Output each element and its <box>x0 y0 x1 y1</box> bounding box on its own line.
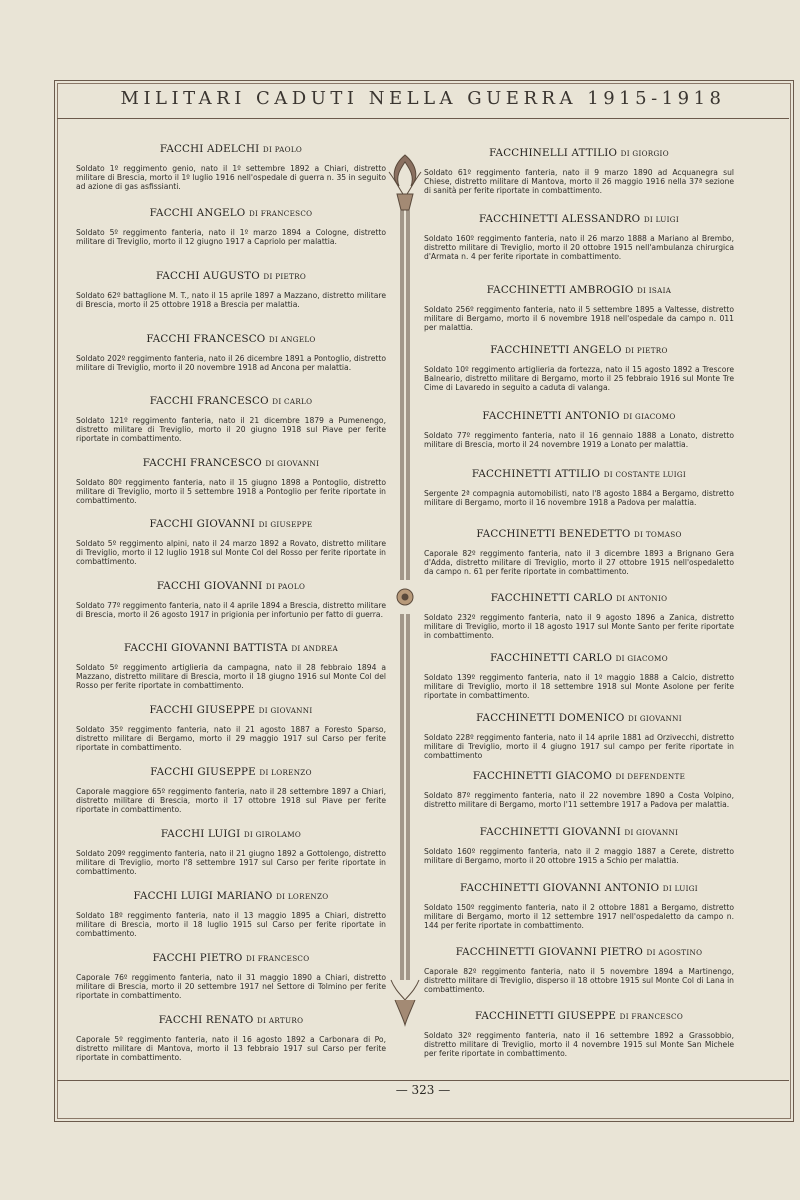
soldier-surname: FACCHINELLI ATTILIO <box>489 147 618 159</box>
service-record-text: Caporale 5º reggimento fanteria, nato il 16 agosto 1892 a Carbonara di Po, distretto militare di Mantova, morto il 13 febbraio 1917 sul Carso per ferite riportate in combattimento. <box>76 1035 386 1062</box>
soldier-name <box>424 770 734 783</box>
obituary-entry <box>424 652 734 700</box>
obituary-entry <box>76 333 386 372</box>
obituary-entry <box>76 518 386 566</box>
service-record-text: Caporale 76º reggimento fanteria, nato il 31 maggio 1890 a Chiari, distretto militare di Brescia, morto il 20 settembre 1917 nel Settore di Tolmino per ferite riportate in combattimento. <box>76 973 386 1000</box>
father-name: DI COSTANTE LUIGI <box>603 470 687 479</box>
soldier-surname: FACCHINETTI GIACOMO <box>472 770 612 782</box>
soldier-surname: FACCHINETTI GIOVANNI PIETRO <box>455 946 644 958</box>
soldier-surname: FACCHI GIOVANNI BATTISTA <box>123 642 288 654</box>
father-name: DI GIACOMO <box>615 654 668 663</box>
service-record-text: Soldato 5º reggimento artiglieria da campagna, nato il 28 febbraio 1894 a Mazzano, distretto militare di Brescia, morto il 18 giugno 1916 sul Monte Col del Rosso per ferite riportate in combattimento. <box>76 663 386 690</box>
father-name: DI LORENZO <box>276 892 329 901</box>
obituary-entry <box>76 766 386 814</box>
soldier-surname: FACCHI GIUSEPPE <box>150 766 256 778</box>
father-name: DI FRANCESCO <box>245 954 310 963</box>
obituary-entry <box>424 344 734 392</box>
obituary-entry <box>76 457 386 505</box>
obituary-entry <box>424 213 734 261</box>
soldier-surname: FACCHI FRANCESCO <box>142 457 262 469</box>
father-name: DI ARTURO <box>257 1016 304 1025</box>
father-name: DI ISAIA <box>636 286 672 295</box>
service-record-text: Soldato 77º reggimento fanteria, nato il 4 aprile 1894 a Brescia, distretto militare di Brescia, morto il 26 agosto 1917 in prigionia per infortunio per fatto di guerra. <box>76 601 386 619</box>
father-name: DI FRANCESCO <box>248 209 313 218</box>
soldier-surname: FACCHINETTI DOMENICO <box>476 712 625 724</box>
soldier-surname: FACCHINETTI CARLO <box>490 652 613 664</box>
soldier-surname: FACCHI AUGUSTO <box>155 270 260 282</box>
service-record-text: Sergente 2ª compagnia automobilisti, nato l'8 agosto 1884 a Bergamo, distretto militare di Bergamo, morto il 16 novembre 1918 a Padova per malattia. <box>424 489 734 507</box>
footer-rule <box>57 1080 789 1081</box>
father-name: DI GIOVANNI <box>265 459 320 468</box>
father-name: DI CARLO <box>272 397 313 406</box>
father-name: DI LORENZO <box>259 768 312 777</box>
father-name: DI PAOLO <box>265 582 306 591</box>
soldier-surname: FACCHINETTI ATTILIO <box>471 468 601 480</box>
soldier-surname: FACCHI RENATO <box>158 1014 254 1026</box>
service-record-text: Soldato 5º reggimento fanteria, nato il 1º marzo 1894 a Cologne, distretto militare di Treviglio, morto il 12 giugno 1917 a Capriolo per malattia. <box>76 228 386 246</box>
father-name: DI LUIGI <box>662 884 698 893</box>
service-record-text: Soldato 35º reggimento fanteria, nato il 21 agosto 1887 a Foresto Sparso, distretto militare di Bergamo, morto il 29 maggio 1917 sul Carso per ferite riportate in combattimento. <box>76 725 386 752</box>
soldier-surname: FACCHINETTI BENEDETTO <box>476 528 631 540</box>
header-rule <box>57 118 789 119</box>
father-name: DI PAOLO <box>262 145 303 154</box>
father-name: DI PIETRO <box>625 346 668 355</box>
service-record-text: Soldato 202º reggimento fanteria, nato il 26 dicembre 1891 a Pontoglio, distretto militare di Treviglio, morto il 20 novembre 1918 ad Ancona per malattia. <box>76 354 386 372</box>
soldier-name <box>424 344 734 357</box>
obituary-entry <box>76 207 386 246</box>
service-record-text: Soldato 209º reggimento fanteria, nato il 21 giugno 1892 a Gottolengo, distretto militare di Treviglio, morto l'8 settembre 1917 sul Carso per ferite riportate in combattimento. <box>76 849 386 876</box>
father-name: DI GIOVANNI <box>624 828 679 837</box>
service-record-text: Soldato 18º reggimento fanteria, nato il 13 maggio 1895 a Chiari, distretto militare di Brescia, morto il 18 luglio 1915 sul Carso per ferite riportate in combattimento. <box>76 911 386 938</box>
service-record-text: Soldato 256º reggimento fanteria, nato il 5 settembre 1895 a Valtesse, distretto militare di Bergamo, morto il 6 novembre 1918 nell'ospedale da campo n. 011 per malattia. <box>424 305 734 332</box>
soldier-name <box>424 592 734 605</box>
page-header-title: MILITARI CADUTI NELLA GUERRA 1915-1918 <box>120 88 726 109</box>
obituary-entry <box>76 270 386 309</box>
soldier-surname: FACCHINETTI GIOVANNI ANTONIO <box>460 882 660 894</box>
soldier-name <box>424 213 734 226</box>
service-record-text: Caporale 82º reggimento fanteria, nato il 5 novembre 1894 a Martinengo, distretto militare di Treviglio, disperso il 18 ottobre 1915 sul Monte Col di Lana in combattimento. <box>424 967 734 994</box>
soldier-surname: FACCHI FRANCESCO <box>149 395 269 407</box>
soldier-surname: FACCHI PIETRO <box>152 952 243 964</box>
soldier-surname: FACCHINETTI CARLO <box>490 592 613 604</box>
father-name: DI PIETRO <box>263 272 307 281</box>
obituary-entry <box>424 882 734 930</box>
soldier-name <box>424 652 734 665</box>
service-record-text: Soldato 139º reggimento fanteria, nato il 1º maggio 1888 a Calcio, distretto militare di Treviglio, morto il 18 settembre 1918 sul Monte Asolone per ferite riportate in combattimento. <box>424 673 734 700</box>
soldier-surname: FACCHI GIOVANNI <box>156 580 263 592</box>
service-record-text: Soldato 5º reggimento alpini, nato il 24 marzo 1892 a Rovato, distretto militare di Treviglio, morto il 12 luglio 1918 sul Monte Col del Rosso per ferite riportate in combattimento. <box>76 539 386 566</box>
father-name: DI GIORGIO <box>620 149 669 158</box>
service-record-text: Soldato 121º reggimento fanteria, nato il 21 dicembre 1879 a Pumenengo, distretto militare di Treviglio, morto il 20 giugno 1918 sul Piave per ferite riportate in combattimento. <box>76 416 386 443</box>
soldier-name <box>76 457 386 470</box>
soldier-surname: FACCHINETTI GIOVANNI <box>479 826 621 838</box>
soldier-name <box>76 828 386 841</box>
obituary-entry <box>424 592 734 640</box>
father-name: DI ANDREA <box>291 644 339 653</box>
father-name: DI AGOSTINO <box>646 948 703 957</box>
service-record-text: Soldato 10º reggimento artiglieria da fortezza, nato il 15 agosto 1892 a Trescore Balneario, distretto militare di Bergamo, morto il 25 febbraio 1916 sul Monte Tre Cime di Lavaredo in seguito a caduta di valanga. <box>424 365 734 392</box>
obituary-entry <box>76 143 386 191</box>
soldier-name <box>76 518 386 531</box>
soldier-surname: FACCHI GIOVANNI <box>149 518 256 530</box>
obituary-entry <box>76 952 386 1000</box>
obituary-entry <box>76 580 386 619</box>
obituary-entry <box>424 770 734 809</box>
father-name: DI GIACOMO <box>623 412 676 421</box>
soldier-name <box>76 1014 386 1027</box>
soldier-name <box>424 712 734 725</box>
obituary-entry <box>76 642 386 690</box>
obituary-entry <box>424 284 734 332</box>
service-record-text: Soldato 1º reggimento genio, nato il 1º settembre 1892 a Chiari, distretto militare di Brescia, morto il 1º luglio 1916 nell'ospedale di guerra n. 35 in seguito ad azione di gas asfissianti. <box>76 164 386 191</box>
service-record-text: Soldato 62º battaglione M. T., nato il 15 aprile 1897 a Mazzano, distretto militare di Brescia, morto il 25 ottobre 1918 a Brescia per malattia. <box>76 291 386 309</box>
service-record-text: Soldato 32º reggimento fanteria, nato il 16 settembre 1892 a Grassobbio, distretto militare di Treviglio, morto il 4 novembre 1915 sul Monte San Michele per ferite riportate in combattimento. <box>424 1031 734 1058</box>
soldier-name <box>76 766 386 779</box>
service-record-text: Soldato 160º reggimento fanteria, nato il 2 maggio 1887 a Cerete, distretto militare di Bergamo, morto il 20 ottobre 1915 a Schio per malattia. <box>424 847 734 865</box>
father-name: DI DEFENDENTE <box>615 772 686 781</box>
father-name: DI GIUSEPPE <box>258 520 313 529</box>
soldier-name <box>76 333 386 346</box>
soldier-surname: FACCHI ADELCHI <box>159 143 260 155</box>
soldier-name <box>424 284 734 297</box>
service-record-text: Soldato 150º reggimento fanteria, nato il 2 ottobre 1881 a Bergamo, distretto militare di Bergamo, morto il 12 settembre 1917 nell'ospedaletto da campo n. 144 per ferite riportate in combattimento. <box>424 903 734 930</box>
father-name: DI ANTONIO <box>616 594 668 603</box>
soldier-name <box>76 580 386 593</box>
soldier-name <box>76 207 386 220</box>
obituary-entry <box>424 1010 734 1058</box>
torch-column-ornament <box>385 150 425 1030</box>
obituary-entry <box>424 712 734 760</box>
soldier-name <box>424 147 734 160</box>
soldier-name <box>424 826 734 839</box>
page-number: — 323 — <box>395 1083 451 1097</box>
soldier-surname: FACCHI LUIGI MARIANO <box>133 890 273 902</box>
obituary-entry <box>424 468 734 507</box>
obituary-entry <box>76 395 386 443</box>
soldier-name <box>76 395 386 408</box>
obituary-entry <box>76 890 386 938</box>
soldier-name <box>424 1010 734 1023</box>
soldier-surname: FACCHI LUIGI <box>160 828 241 840</box>
soldier-name <box>76 143 386 156</box>
obituary-entry <box>424 410 734 449</box>
soldier-surname: FACCHI ANGELO <box>149 207 246 219</box>
father-name: DI GIOVANNI <box>258 706 313 715</box>
soldier-name <box>424 468 734 481</box>
soldier-surname: FACCHINETTI GIUSEPPE <box>474 1010 617 1022</box>
obituary-entry <box>424 826 734 865</box>
soldier-surname: FACCHINETTI ANTONIO <box>482 410 620 422</box>
obituary-entry <box>76 1014 386 1062</box>
soldier-surname: FACCHINETTI ANGELO <box>490 344 622 356</box>
soldier-surname: FACCHI GIUSEPPE <box>149 704 256 716</box>
service-record-text: Soldato 61º reggimento fanteria, nato il 9 marzo 1890 ad Acquanegra sul Chiese, distretto militare di Mantova, morto il 26 maggio 1916 nella 37ª sezione di sanità per ferite riportate in combattimento. <box>424 168 734 195</box>
service-record-text: Soldato 80º reggimento fanteria, nato il 15 giugno 1898 a Pontoglio, distretto militare di Treviglio, morto il 5 settembre 1918 a Pontoglio per ferite riportate in combattimento. <box>76 478 386 505</box>
soldier-name <box>76 952 386 965</box>
obituary-entry <box>424 946 734 994</box>
soldier-name <box>76 704 386 717</box>
soldier-name <box>424 410 734 423</box>
soldier-name <box>424 946 734 959</box>
obituary-entry <box>424 528 734 576</box>
obituary-entry <box>76 828 386 876</box>
obituary-entry <box>76 704 386 752</box>
service-record-text: Soldato 160º reggimento fanteria, nato il 26 marzo 1888 a Mariano al Brembo, distretto militare di Treviglio, morto il 20 ottobre 1915 nell'ambulanza chirurgica d'Armata n. 4 per ferite riportate in combattimento. <box>424 234 734 261</box>
service-record-text: Caporale maggiore 65º reggimento fanteria, nato il 28 settembre 1897 a Chiari, distretto militare di Brescia, morto il 17 ottobre 1918 sul Piave per ferite riportate in combattimento. <box>76 787 386 814</box>
soldier-name <box>76 642 386 655</box>
service-record-text: Soldato 87º reggimento fanteria, nato il 22 novembre 1890 a Costa Volpino, distretto militare di Bergamo, morto l'11 settembre 1917 a Padova per malattia. <box>424 791 734 809</box>
father-name: DI GIROLAMO <box>243 830 302 839</box>
soldier-name <box>76 890 386 903</box>
service-record-text: Soldato 77º reggimento fanteria, nato il 16 gennaio 1888 a Lonato, distretto militare di Brescia, morto il 24 novembre 1919 a Lonato per malattia. <box>424 431 734 449</box>
obituary-entry <box>424 147 734 195</box>
soldier-surname: FACCHINETTI ALESSANDRO <box>479 213 641 225</box>
soldier-surname: FACCHI FRANCESCO <box>146 333 266 345</box>
father-name: DI ANGELO <box>268 335 316 344</box>
soldier-name <box>424 882 734 895</box>
father-name: DI TOMASO <box>634 530 682 539</box>
soldier-name <box>76 270 386 283</box>
soldier-surname: FACCHINETTI AMBROGIO <box>486 284 634 296</box>
father-name: DI FRANCESCO <box>619 1012 684 1021</box>
service-record-text: Caporale 82º reggimento fanteria, nato il 3 dicembre 1893 a Brignano Gera d'Adda, distretto militare di Treviglio, morto il 27 ottobre 1915 nell'ospedaletto da campo n. 61 per ferite riportate in combattimento. <box>424 549 734 576</box>
father-name: DI LUIGI <box>643 215 679 224</box>
soldier-name <box>424 528 734 541</box>
father-name: DI GIOVANNI <box>628 714 682 723</box>
service-record-text: Soldato 232º reggimento fanteria, nato il 9 agosto 1896 a Zanica, distretto militare di Treviglio, morto il 18 agosto 1917 sul Monte Santo per ferite riportate in combattimento. <box>424 613 734 640</box>
service-record-text: Soldato 228º reggimento fanteria, nato il 14 aprile 1881 ad Orzivecchi, distretto militare di Treviglio, morto il 4 giugno 1917 sul campo per ferite riportate in combattimento <box>424 733 734 760</box>
